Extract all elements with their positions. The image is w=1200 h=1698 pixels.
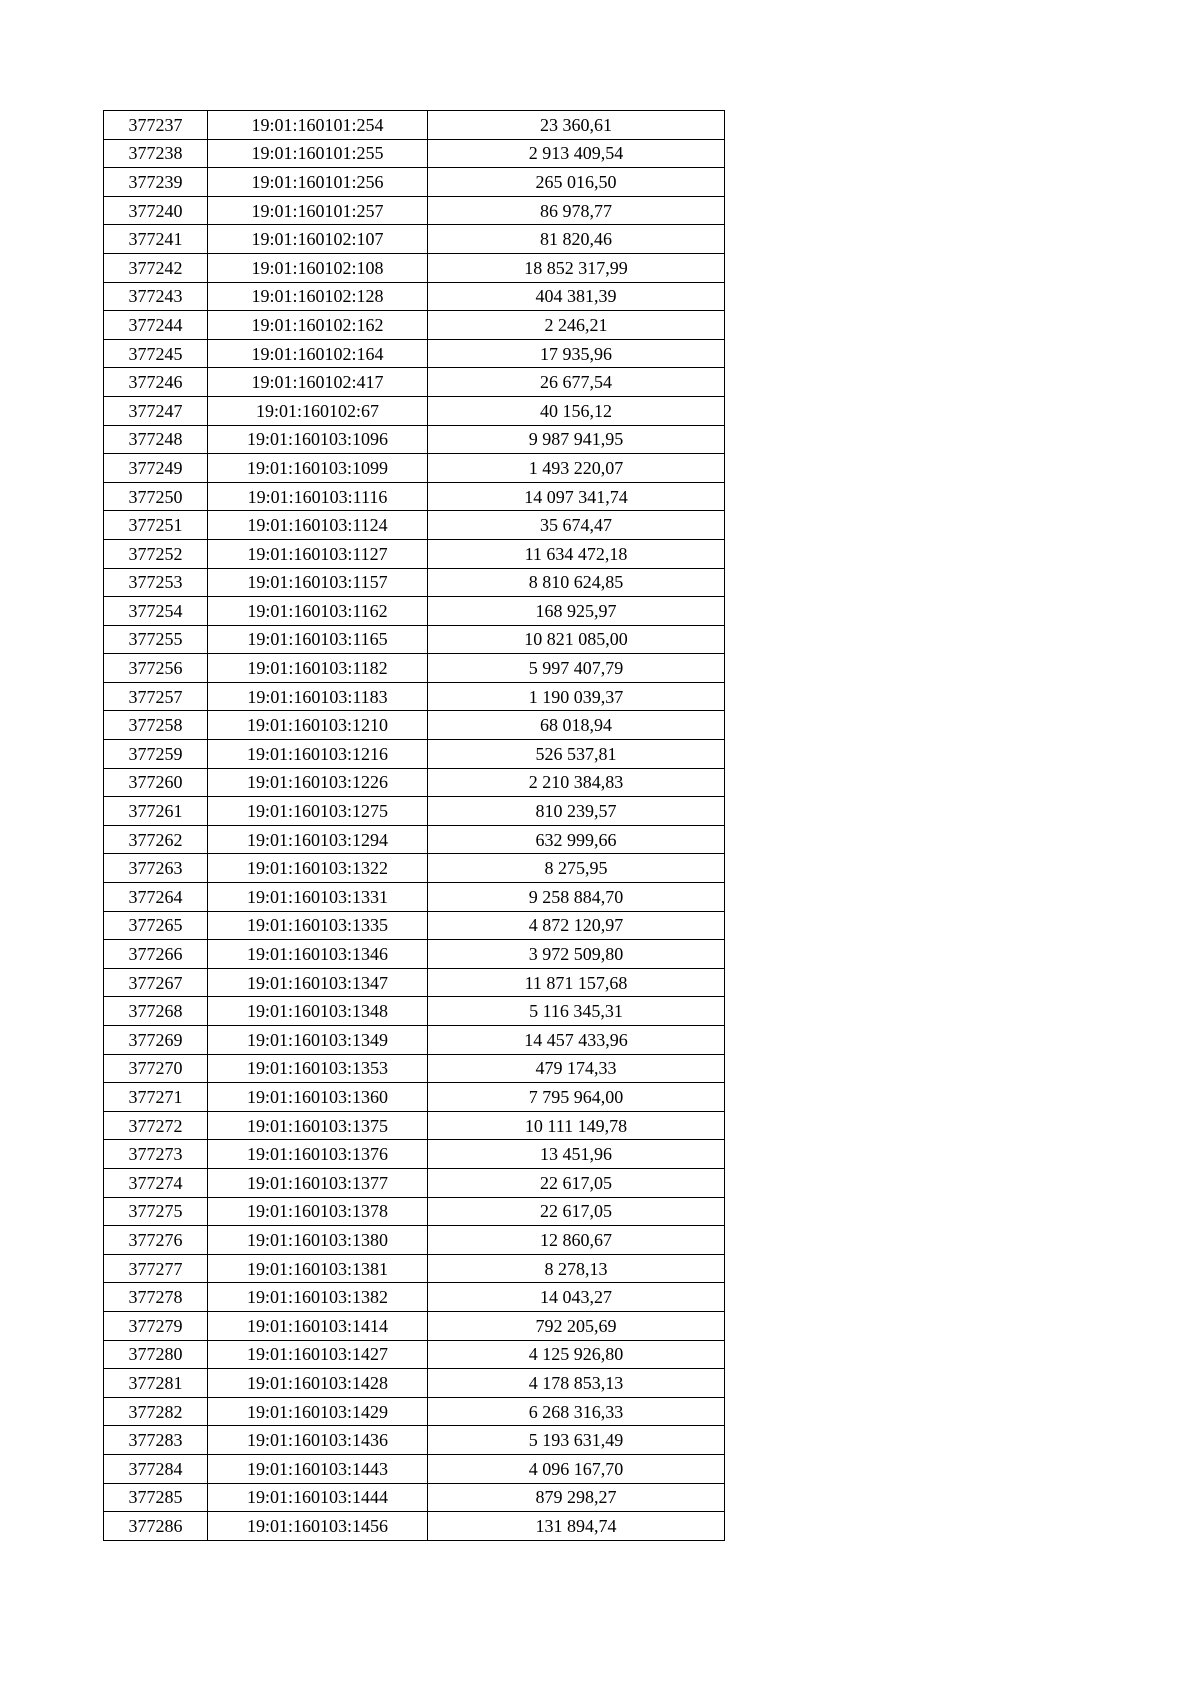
row-number-cell: 377270 — [104, 1054, 208, 1083]
table-row — [104, 1340, 725, 1369]
value-cell: 1 493 220,07 — [428, 454, 725, 483]
cadastral-number-cell: 19:01:160103:1162 — [208, 597, 428, 626]
value-cell: 2 210 384,83 — [428, 768, 725, 797]
row-number-cell: 377265 — [104, 911, 208, 940]
table-row — [104, 968, 725, 997]
cadastral-number-cell: 19:01:160103:1226 — [208, 768, 428, 797]
table-row — [104, 1311, 725, 1340]
value-cell: 4 178 853,13 — [428, 1369, 725, 1398]
cadastral-number-cell: 19:01:160103:1375 — [208, 1111, 428, 1140]
cadastral-number-cell: 19:01:160103:1331 — [208, 883, 428, 912]
cadastral-number-cell: 19:01:160103:1436 — [208, 1426, 428, 1455]
value-cell: 526 537,81 — [428, 740, 725, 769]
row-number-cell: 377283 — [104, 1426, 208, 1455]
value-cell: 7 795 964,00 — [428, 1083, 725, 1112]
table-row — [104, 368, 725, 397]
value-cell: 81 820,46 — [428, 225, 725, 254]
table-row — [104, 1483, 725, 1512]
row-number-cell: 377268 — [104, 997, 208, 1026]
cadastral-number-cell: 19:01:160103:1127 — [208, 539, 428, 568]
row-number-cell: 377281 — [104, 1369, 208, 1398]
row-number-cell: 377266 — [104, 940, 208, 969]
cadastral-number-cell: 19:01:160103:1360 — [208, 1083, 428, 1112]
row-number-cell: 377240 — [104, 196, 208, 225]
cadastral-number-cell: 19:01:160103:1216 — [208, 740, 428, 769]
row-number-cell: 377258 — [104, 711, 208, 740]
cadastral-number-cell: 19:01:160103:1427 — [208, 1340, 428, 1369]
cadastral-number-cell: 19:01:160103:1322 — [208, 854, 428, 883]
table-row — [104, 825, 725, 854]
value-cell: 22 617,05 — [428, 1197, 725, 1226]
table-row — [104, 797, 725, 826]
cadastral-number-cell: 19:01:160102:108 — [208, 253, 428, 282]
row-number-cell: 377273 — [104, 1140, 208, 1169]
row-number-cell: 377277 — [104, 1254, 208, 1283]
value-cell: 2 246,21 — [428, 311, 725, 340]
table-row — [104, 568, 725, 597]
cadastral-number-cell: 19:01:160103:1377 — [208, 1168, 428, 1197]
row-number-cell: 377284 — [104, 1454, 208, 1483]
row-number-cell: 377245 — [104, 339, 208, 368]
table-row — [104, 1512, 725, 1541]
table-row — [104, 654, 725, 683]
row-number-cell: 377263 — [104, 854, 208, 883]
value-cell: 86 978,77 — [428, 196, 725, 225]
value-cell: 8 278,13 — [428, 1254, 725, 1283]
row-number-cell: 377254 — [104, 597, 208, 626]
row-number-cell: 377278 — [104, 1283, 208, 1312]
table-row — [104, 597, 725, 626]
table-row — [104, 1197, 725, 1226]
value-cell: 13 451,96 — [428, 1140, 725, 1169]
value-cell: 5 193 631,49 — [428, 1426, 725, 1455]
value-cell: 632 999,66 — [428, 825, 725, 854]
value-cell: 9 987 941,95 — [428, 425, 725, 454]
table-row — [104, 196, 725, 225]
cadastral-number-cell: 19:01:160103:1210 — [208, 711, 428, 740]
table-row — [104, 1369, 725, 1398]
row-number-cell: 377244 — [104, 311, 208, 340]
row-number-cell: 377272 — [104, 1111, 208, 1140]
table-row — [104, 311, 725, 340]
value-cell: 479 174,33 — [428, 1054, 725, 1083]
cadastral-number-cell: 19:01:160103:1346 — [208, 940, 428, 969]
row-number-cell: 377279 — [104, 1311, 208, 1340]
cadastral-number-cell: 19:01:160103:1376 — [208, 1140, 428, 1169]
row-number-cell: 377255 — [104, 625, 208, 654]
cadastral-number-cell: 19:01:160103:1099 — [208, 454, 428, 483]
cadastral-number-cell: 19:01:160102:164 — [208, 339, 428, 368]
value-cell: 3 972 509,80 — [428, 940, 725, 969]
value-cell: 10 821 085,00 — [428, 625, 725, 654]
table-row — [104, 1140, 725, 1169]
table-row — [104, 1454, 725, 1483]
table-row — [104, 425, 725, 454]
value-cell: 11 634 472,18 — [428, 539, 725, 568]
value-cell: 40 156,12 — [428, 396, 725, 425]
table-row — [104, 339, 725, 368]
table-row — [104, 1283, 725, 1312]
cadastral-number-cell: 19:01:160103:1183 — [208, 682, 428, 711]
row-number-cell: 377239 — [104, 168, 208, 197]
value-cell: 1 190 039,37 — [428, 682, 725, 711]
value-cell: 23 360,61 — [428, 111, 725, 140]
row-number-cell: 377247 — [104, 396, 208, 425]
row-number-cell: 377285 — [104, 1483, 208, 1512]
value-cell: 35 674,47 — [428, 511, 725, 540]
row-number-cell: 377250 — [104, 482, 208, 511]
table-row — [104, 740, 725, 769]
row-number-cell: 377246 — [104, 368, 208, 397]
cadastral-number-cell: 19:01:160101:256 — [208, 168, 428, 197]
row-number-cell: 377237 — [104, 111, 208, 140]
value-cell: 12 860,67 — [428, 1226, 725, 1255]
value-cell: 404 381,39 — [428, 282, 725, 311]
row-number-cell: 377274 — [104, 1168, 208, 1197]
cadastral-number-cell: 19:01:160103:1348 — [208, 997, 428, 1026]
cadastral-number-cell: 19:01:160103:1380 — [208, 1226, 428, 1255]
table-row — [104, 1226, 725, 1255]
cadastral-number-cell: 19:01:160101:255 — [208, 139, 428, 168]
row-number-cell: 377259 — [104, 740, 208, 769]
value-cell: 4 125 926,80 — [428, 1340, 725, 1369]
value-cell: 265 016,50 — [428, 168, 725, 197]
table-row — [104, 511, 725, 540]
table-row — [104, 111, 725, 140]
row-number-cell: 377261 — [104, 797, 208, 826]
row-number-cell: 377280 — [104, 1340, 208, 1369]
value-cell: 18 852 317,99 — [428, 253, 725, 282]
table-row — [104, 1111, 725, 1140]
value-cell: 10 111 149,78 — [428, 1111, 725, 1140]
value-cell: 8 810 624,85 — [428, 568, 725, 597]
cadastral-number-cell: 19:01:160103:1116 — [208, 482, 428, 511]
table-row — [104, 1054, 725, 1083]
cadastral-number-cell: 19:01:160102:107 — [208, 225, 428, 254]
value-cell: 22 617,05 — [428, 1168, 725, 1197]
row-number-cell: 377248 — [104, 425, 208, 454]
value-cell: 9 258 884,70 — [428, 883, 725, 912]
cadastral-number-cell: 19:01:160102:67 — [208, 396, 428, 425]
table-row — [104, 454, 725, 483]
cadastral-number-cell: 19:01:160101:254 — [208, 111, 428, 140]
table-row — [104, 883, 725, 912]
cadastral-number-cell: 19:01:160103:1182 — [208, 654, 428, 683]
value-cell: 14 457 433,96 — [428, 1026, 725, 1055]
table-row — [104, 768, 725, 797]
value-cell: 14 097 341,74 — [428, 482, 725, 511]
value-cell: 68 018,94 — [428, 711, 725, 740]
cadastral-number-cell: 19:01:160103:1381 — [208, 1254, 428, 1283]
value-cell: 4 872 120,97 — [428, 911, 725, 940]
table-row — [104, 168, 725, 197]
cadastral-number-cell: 19:01:160102:162 — [208, 311, 428, 340]
table-row — [104, 911, 725, 940]
cadastral-number-cell: 19:01:160103:1378 — [208, 1197, 428, 1226]
cadastral-number-cell: 19:01:160103:1157 — [208, 568, 428, 597]
value-cell: 4 096 167,70 — [428, 1454, 725, 1483]
value-cell: 14 043,27 — [428, 1283, 725, 1312]
table-row — [104, 1026, 725, 1055]
table-row — [104, 396, 725, 425]
row-number-cell: 377267 — [104, 968, 208, 997]
row-number-cell: 377257 — [104, 682, 208, 711]
cadastral-number-cell: 19:01:160103:1382 — [208, 1283, 428, 1312]
value-cell: 11 871 157,68 — [428, 968, 725, 997]
table-row — [104, 940, 725, 969]
cadastral-number-cell: 19:01:160103:1443 — [208, 1454, 428, 1483]
table-row — [104, 253, 725, 282]
cadastral-number-cell: 19:01:160103:1444 — [208, 1483, 428, 1512]
cadastral-number-cell: 19:01:160103:1275 — [208, 797, 428, 826]
value-cell: 26 677,54 — [428, 368, 725, 397]
row-number-cell: 377242 — [104, 253, 208, 282]
table-row — [104, 1254, 725, 1283]
value-cell: 17 935,96 — [428, 339, 725, 368]
table-row — [104, 1083, 725, 1112]
cadastral-number-cell: 19:01:160103:1096 — [208, 425, 428, 454]
table-body — [104, 111, 725, 1541]
cadastral-number-cell: 19:01:160101:257 — [208, 196, 428, 225]
table-row — [104, 482, 725, 511]
cadastral-number-cell: 19:01:160103:1414 — [208, 1311, 428, 1340]
row-number-cell: 377275 — [104, 1197, 208, 1226]
row-number-cell: 377262 — [104, 825, 208, 854]
cadastral-value-table — [103, 110, 725, 1541]
table-row — [104, 1397, 725, 1426]
value-cell: 8 275,95 — [428, 854, 725, 883]
row-number-cell: 377243 — [104, 282, 208, 311]
table-row — [104, 1168, 725, 1197]
value-cell: 6 268 316,33 — [428, 1397, 725, 1426]
row-number-cell: 377276 — [104, 1226, 208, 1255]
value-cell: 131 894,74 — [428, 1512, 725, 1541]
cadastral-number-cell: 19:01:160103:1294 — [208, 825, 428, 854]
table-row — [104, 139, 725, 168]
cadastral-number-cell: 19:01:160103:1165 — [208, 625, 428, 654]
value-cell: 5 116 345,31 — [428, 997, 725, 1026]
row-number-cell: 377264 — [104, 883, 208, 912]
value-cell: 168 925,97 — [428, 597, 725, 626]
cadastral-number-cell: 19:01:160103:1349 — [208, 1026, 428, 1055]
row-number-cell: 377286 — [104, 1512, 208, 1541]
row-number-cell: 377252 — [104, 539, 208, 568]
table-row — [104, 997, 725, 1026]
table-row — [104, 625, 725, 654]
cadastral-number-cell: 19:01:160103:1428 — [208, 1369, 428, 1398]
table-row — [104, 282, 725, 311]
cadastral-number-cell: 19:01:160103:1353 — [208, 1054, 428, 1083]
cadastral-number-cell: 19:01:160103:1335 — [208, 911, 428, 940]
row-number-cell: 377269 — [104, 1026, 208, 1055]
value-cell: 879 298,27 — [428, 1483, 725, 1512]
table-row — [104, 682, 725, 711]
cadastral-number-cell: 19:01:160102:417 — [208, 368, 428, 397]
row-number-cell: 377241 — [104, 225, 208, 254]
cadastral-number-cell: 19:01:160103:1124 — [208, 511, 428, 540]
row-number-cell: 377251 — [104, 511, 208, 540]
table-row — [104, 539, 725, 568]
table-row — [104, 225, 725, 254]
table-row — [104, 854, 725, 883]
row-number-cell: 377238 — [104, 139, 208, 168]
value-cell: 810 239,57 — [428, 797, 725, 826]
table-row — [104, 1426, 725, 1455]
cadastral-number-cell: 19:01:160103:1429 — [208, 1397, 428, 1426]
row-number-cell: 377256 — [104, 654, 208, 683]
cadastral-number-cell: 19:01:160103:1347 — [208, 968, 428, 997]
value-cell: 792 205,69 — [428, 1311, 725, 1340]
cadastral-number-cell: 19:01:160103:1456 — [208, 1512, 428, 1541]
value-cell: 2 913 409,54 — [428, 139, 725, 168]
row-number-cell: 377260 — [104, 768, 208, 797]
table-row — [104, 711, 725, 740]
row-number-cell: 377282 — [104, 1397, 208, 1426]
value-cell: 5 997 407,79 — [428, 654, 725, 683]
cadastral-number-cell: 19:01:160102:128 — [208, 282, 428, 311]
row-number-cell: 377253 — [104, 568, 208, 597]
row-number-cell: 377249 — [104, 454, 208, 483]
row-number-cell: 377271 — [104, 1083, 208, 1112]
